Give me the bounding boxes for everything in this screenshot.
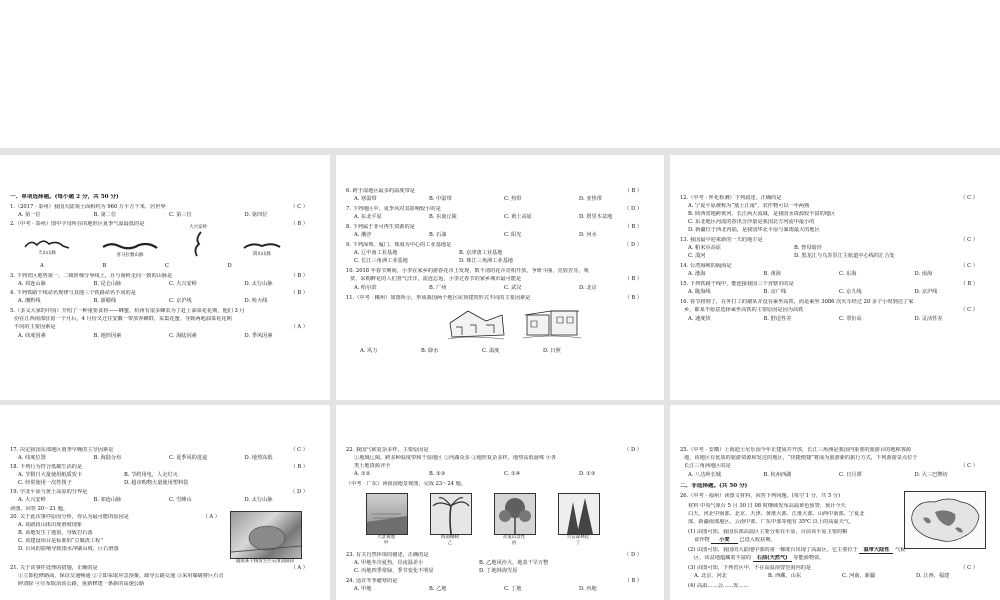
question-3: 3. 下列省区地势第一、二级阶梯分界线上，且与南岭走向一致的山脉是: [10, 273, 173, 279]
options-16: A. 速度快 B. 舒适性差 C. 票价高 D. 灵活性差: [688, 316, 943, 322]
options-17: A. 纬度位置 B. 海陆分布 C. 夏季风的进退 D. 地势高低: [18, 455, 273, 461]
options-3: A. 祁连山脉 B. 昆仑山脉 C. 大兴安岭 D. 太行山脉: [18, 281, 273, 287]
question-9: 9. 下列深圳、厦门、珠海为中心的工业基地是: [346, 242, 452, 248]
question-22: 22. 我国气候复杂多样，主要原因是: [346, 447, 429, 453]
answer-11: （ B ）: [624, 295, 642, 301]
answer-20: （ A ）: [202, 514, 220, 520]
question-20-option-b: B. 该地发生了地震，导致岩石落: [18, 530, 93, 536]
question-16-line-1: 16. 春节将到了，在外打工的谢某并没有乘坐高铁，而是乘坐 3086 次火车经过 20 多个小时到达了家: [680, 299, 914, 305]
photo-caption-3: 赤道山景性 丙: [502, 535, 526, 547]
answer-24: （ B ）: [624, 578, 642, 584]
landscape-photo-1: [366, 493, 408, 535]
material-line-1: 材料 中央气象台 5 月 30 日 08 时继续发布高温黄色预警，预计今天: [688, 503, 846, 509]
answer-26-1-line-1: (1) 由图可知，我国东部高温区主要分布在平原，目前该平原主要的粮: [688, 529, 848, 535]
answer-26-3-choice: （ C ）: [960, 565, 978, 571]
options-11: A. 风力 B. 降水 C. 温度 D. 日照: [360, 348, 561, 354]
question-21-line-1: ①立即抢修路面，保证交通畅通 ②立即采取应急预案，疏导公路交通 ③采用爆破将巨石击: [18, 573, 224, 579]
answer-26-2-line-1: (2) 由图可知，我国的大陆地中部的第一梯度台出现了高温区，它主要位于 温带大陆性 气候: [688, 547, 906, 553]
options-7: A. 东北平原 B. 东南丘陵 C. 黄土高原 D. 塔里木盆地: [354, 214, 613, 220]
page-2: [336, 155, 664, 400]
page-6: [670, 405, 1000, 600]
material-line-3: 部、新疆南部地区、云南中部、广东中部等地有 35℃ 以上的高温天气。: [688, 519, 855, 525]
question-12: 12.（中考 · 怀化检测）下列叙述，正确的是: [680, 195, 782, 201]
options-25: A. 八达岭长城 B. 杭州西湖 C. 日月潭 D. 大三巴牌坊: [688, 472, 948, 478]
question-4: 4. 下列铁路干线命名规律与其他三个铁路命名不同的是: [10, 290, 136, 296]
answer-2: （ B ）: [290, 221, 308, 227]
answer-16: （ C ）: [960, 307, 978, 313]
question-20-option-d: D. 台风的影响导致雨水冲刷山坡，巨石滑落: [18, 546, 119, 552]
options-18-ab: A. 节假日大量使用纸质贺卡 B. 节约用电，人走灯灭: [18, 472, 178, 478]
material-line-2: 白天，河北中南部、北京、天津、黄淮大部、江淮大部、山西中南部、宁夏北: [688, 511, 865, 517]
section-heading-2: 二、非选择题。(共 50 分): [680, 483, 748, 489]
question-7: 7. 下列地区中，夏季风对其影响较小的是: [346, 206, 441, 212]
answer-25: （ C ）: [960, 463, 978, 469]
question-21-line-2: 碎清除 ④宣布取消该公路，重新修建一条新的高速公路: [18, 581, 145, 587]
fill-in-answer-climate: 温带大陆性: [859, 547, 893, 554]
question-14: 14. 台湾海峡的隔海是: [680, 263, 732, 269]
options-22: A. ①② B. ②③ C. ①④ D. ①③: [354, 471, 596, 477]
question-20-option-a: A. 该路段山体出现滑坡现象: [18, 522, 83, 528]
section-heading: 一、单项选择题。(每小题 2 分，共 50 分): [10, 194, 119, 200]
options-8: A. 潮汐 B. 石油 C. 阳光 D. 河水: [354, 232, 597, 238]
options-18-cd: C. 经常使用一次性筷子 D. 超市购物大量使用塑料袋: [18, 480, 189, 486]
question-10-line-1: 10. 2018 年春节期间，小李在家乡的游春花市上发现，数不清的花卉竞相开放，争妍斗丽，竞放芳芬，观: [346, 268, 589, 274]
landscape-photo-2: [430, 493, 472, 535]
photo-caption-2: 海南椰树 乙: [441, 535, 459, 547]
page-5: [336, 405, 664, 600]
question-24: 24. 适宜冬季避寒的是: [346, 578, 398, 584]
answer-4: （ B ）: [290, 290, 308, 296]
answer-26-3: (3) 由图可知，下列省区中，不在高温预警范围内的是: [688, 565, 812, 571]
options-23-ab: A. 甲地冬冷夏热，昼夜温差小 B. 乙地风沙大，地表干旱万整: [354, 560, 549, 566]
fill-in-answer-crop: 小麦: [711, 537, 737, 544]
question-19: 19. 学北平原与黄土高原的分界是: [10, 489, 88, 495]
options-13-cd: C. 漠河 D. 黑龙江与乌苏里江主航道中心线的汇合处: [688, 253, 895, 259]
question-22-line-1: ①地域辽阔，跨多种温度带和干湿地区 ②河湖众多 ③地形复杂多样，地势高低悬殊 ④各: [354, 455, 557, 461]
question-10-line-2: 赏、采购鲜花的人们喜气洋洋，流连忘返，小李过春节的家乡城市最可能是: [350, 276, 522, 282]
landscape-photo-3: [494, 493, 536, 535]
house-sketch-1: [446, 305, 506, 344]
question-12-option-c: C. 东北地区河流的春汛含沙量是我国北方河流中最小的: [688, 219, 815, 225]
options-13-ab: A. 帕米尔高原 B. 曾母暗沙: [688, 245, 822, 251]
answer-6: （ B ）: [624, 188, 642, 194]
answer-10: （ B ）: [624, 276, 642, 282]
photo-caption-1: 大景观地 甲: [377, 535, 395, 547]
options-9-ab: A. 辽中南工业基地 B. 京津唐工业基地: [354, 250, 503, 256]
answer-8: （ B ）: [624, 224, 642, 230]
question-5-line-2: 份在江西南部驻留一个月后，4 月份又迁往安徽一带放养蜂群，采集花蜜，导致两地油菜花花期: [14, 316, 232, 322]
question-20-lead: 读图，回答 20～21 题。: [10, 506, 68, 512]
rockfall-photo-caption: 越南某干线发生巨石滑落路段: [235, 559, 295, 564]
answer-7: （ D ）: [624, 206, 642, 212]
page-4: [0, 405, 330, 600]
answer-26-4: (4) 高温……会……发……: [688, 583, 749, 589]
answer-23: （ D ）: [624, 552, 642, 558]
options-24: A. 甲地 B. 乙地 C. 丁地 D. 丙地: [354, 586, 597, 592]
answer-26-1-line-2: 食作物 小麦 已进入收获期。: [694, 537, 776, 543]
question-13: 13. 我国最早迎来新的一天的地方是: [680, 237, 763, 243]
rockfall-photo: [230, 511, 302, 559]
china-heat-map: [904, 491, 986, 549]
question-2: 2.（中考 · 泰州）图中字母所在的地形区夏季气温最低的是: [10, 221, 145, 227]
options-10: A. 哈尔滨 B. 广州 C. 武汉 D. 北京: [354, 285, 597, 291]
answer-12: （ C ）: [960, 195, 978, 201]
answer-26-2-line-2: 区，该盆地蕴藏着丰富的 石油(天然气) 等能源物资。: [694, 555, 825, 561]
mountain-figure-c: 大兴安岭: [178, 225, 218, 257]
question-5-line-3: 不同的主要因素是: [14, 324, 56, 330]
answer-14: （ C ）: [960, 263, 978, 269]
question-5-line-1: 5.（多义大家的中国）介绍了一种重要食材——蜂蜜，杭州有很多蜂农为了赶上油菜花花期，他们 3 月: [10, 308, 245, 314]
answer-9: （ D ）: [624, 242, 642, 248]
answer-5: （ A ）: [290, 324, 308, 330]
house-sketch-2: [521, 305, 583, 344]
options-1: A. 第一位 B. 第二位 C. 第三位 D. 第四位: [18, 212, 268, 218]
answer-22: （ D ）: [624, 447, 642, 453]
question-8: 8. 下列属于非可再生资源的是: [346, 224, 415, 230]
options-23-cd: C. 丙地四季常绿，季节变化不明显 D. 丁地林海雪原: [354, 568, 518, 574]
question-12-option-a: A. 宁夏平原被称为“塞上江南”，农作物可以一年两熟: [688, 203, 810, 209]
mountain-figure-b: 喜马拉雅山脉: [100, 241, 160, 259]
answer-13: （ C ）: [960, 237, 978, 243]
question-18: 18. 下列行为符合低碳生活的是: [10, 464, 83, 470]
question-23-lead: （中考 · 广东）读我国地景观图，完成 23～24 题。: [346, 481, 467, 487]
question-20-option-c: C. 该建设项目是标准的“豆腐渣工程”: [18, 538, 104, 544]
page-3: [670, 155, 1000, 400]
answer-1: （ C ）: [290, 204, 308, 210]
options-26-3: A. 北京、河北 B. 西藏、山东 C. 河南、新疆 D. 江西、福建: [694, 573, 950, 579]
figure-letters: A B C D: [40, 263, 232, 269]
question-11: 11.（中考 · 郴州）如图所示，形成我国两个地区屋顶建筑形式不同的主要因素是: [346, 295, 531, 301]
answer-15: （ B ）: [960, 281, 978, 287]
answer-21: （ A ）: [290, 565, 308, 571]
question-1: 1.（2017 · 泰州）我国大陆领土面积约为 960 万平方千米，居世界: [10, 204, 166, 210]
question-22-line-2: 类土地资源齐全: [354, 463, 391, 469]
question-21: 21. 关于该事件处理的措施，正确的是: [10, 565, 98, 571]
options-5: A. 纬度因素 B. 地形因素 C. 海陆因素 D. 季风因素: [18, 333, 273, 339]
landscape-photo-4: [558, 493, 600, 535]
question-20: 20. 关于此次事件原因分析，你认为最可能的原因是: [10, 514, 129, 520]
question-12-option-b: B. 陕西省地跨黄河、长江两大流域，是我国水资源较丰富的地区: [688, 211, 836, 217]
options-14: A. 渤海 B. 黄海 C. 东海 D. 南海: [688, 271, 933, 277]
mountain-figure-d: 阴山山脉: [240, 240, 284, 258]
question-25-line-2: 地，该地区有优质的旅游资源和发达的地区，“快捷便捷”将成为旅游新的旅行方式，下列游游景点位于: [684, 455, 918, 461]
answer-17: （ C ）: [290, 447, 308, 453]
question-6: 6. 跨于湿地区最多的温度带是: [346, 188, 415, 194]
question-15: 15. 下列铁路干线中，能连接我国三个直辖市的是: [680, 281, 794, 287]
answer-3: （ B ）: [290, 273, 308, 279]
options-15: A. 陇海线 B. 京广线 C. 京九线 D. 京沪线: [688, 289, 938, 295]
answer-18: （ B ）: [290, 464, 308, 470]
photo-caption-4: 兴安森林松 丁: [566, 535, 590, 547]
fill-in-answer-resource: 石油(天然气): [753, 555, 792, 562]
mountain-figure-a: 天山山脉: [22, 237, 72, 257]
options-6: A. 寒温带 B. 中温带 C. 热带 D. 亚热带: [354, 196, 602, 202]
question-17: 17. 决定我国东部地区雨季早晚的主导因素是: [10, 447, 114, 453]
question-23: 23. 有关自然环境的描述，正确的是: [346, 552, 429, 558]
page-1: [0, 155, 330, 400]
question-16-line-2: 乡，都某不愿意选择乘坐高铁的主要原因是因为高铁: [684, 307, 804, 313]
options-19: A. 大兴安岭 B. 祁连山脉 C. 雪峰山 D. 太行山脉: [18, 497, 273, 503]
answer-19: （ D ）: [290, 489, 308, 495]
options-9-cd: C. 长江三角洲工业基地 D. 珠江三角洲工业基地: [354, 258, 513, 264]
question-12-option-d: D. 新疆位于西北内陆，是我国华北平原与暴雨最大的地区: [688, 227, 820, 233]
options-4: A. 湘黔线 B. 浙赣线 C. 京沪线 D. 哈大线: [18, 298, 268, 304]
question-25-line-1: 25.（中考 · 安徽）上海迪士尼乐园今年正建成并开放，长江三角洲是我国内重要的旅游目的地和客源: [680, 447, 912, 453]
question-26: 26.（中考 · 福州）读图文材料，回答下列问题。(每空 1 分，共 5 分): [680, 493, 841, 499]
question-25-line-3: 长江三角洲地区的是: [684, 463, 731, 469]
